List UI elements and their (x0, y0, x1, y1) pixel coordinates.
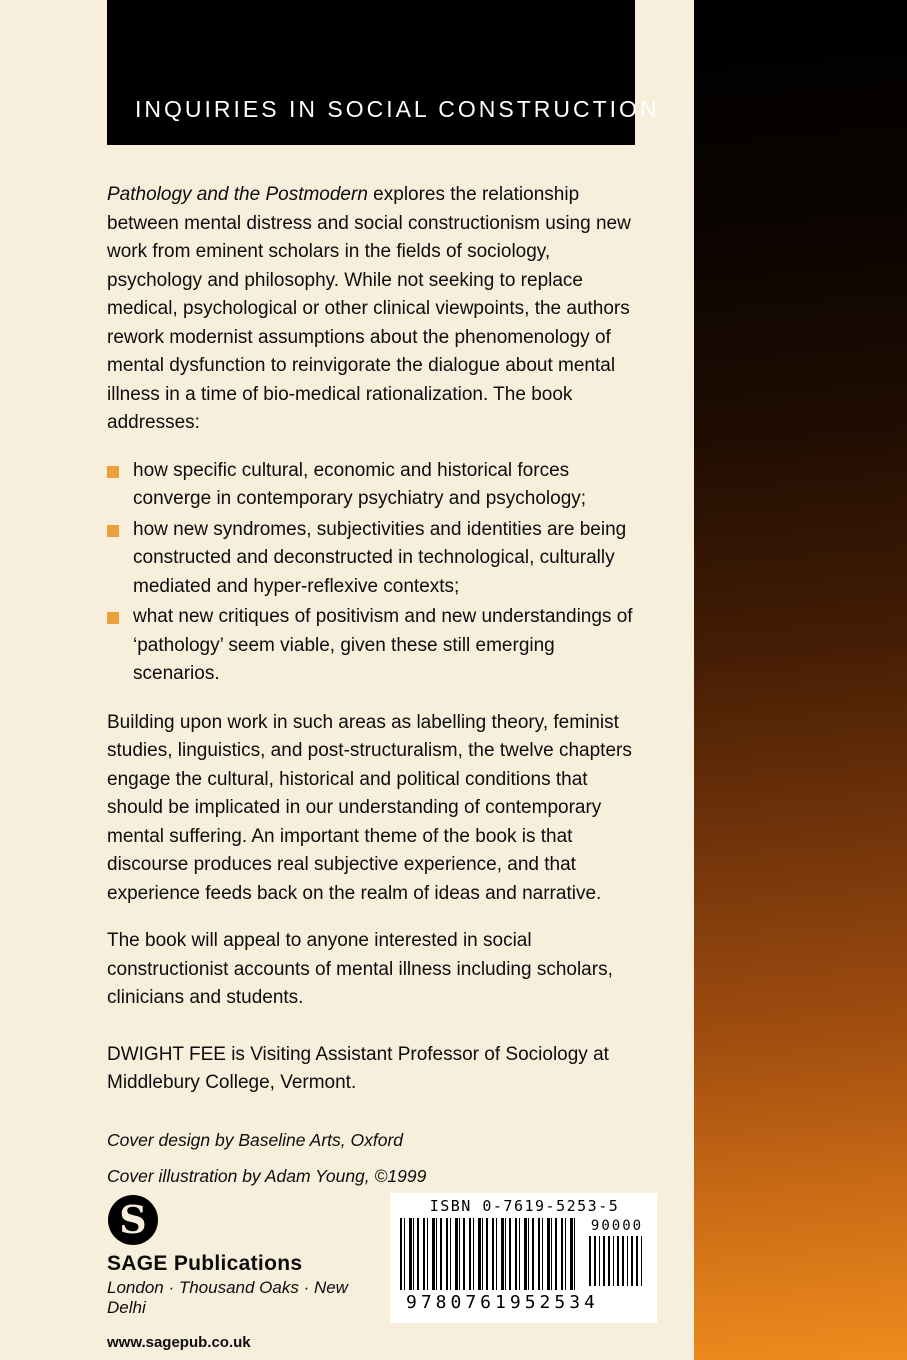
bullet-text: how specific cultural, economic and historical forces converge in contemporary psychiatry and psychology; (133, 459, 587, 509)
barcode-ean-number: 9780761952534 (400, 1290, 649, 1313)
sage-logo-icon (107, 1192, 159, 1248)
square-bullet-icon (107, 612, 119, 624)
barcode-addon (585, 1218, 649, 1286)
author-bio: DWIGHT FEE is Visiting Assistant Professor of Sociology at Middlebury College, Vermont. (107, 1043, 609, 1093)
synopsis-paragraph-1-text: explores the relationship between mental distress and social constructionism using new work from eminent scholars in the fields of sociology, psychology and philosophy. While not seeking to replace medical, psychological or other clinical viewpoints, the authors rework modernist assumptions about the phenomenology of mental dysfunction to reinvigorate the dialogue about mental illness in a time of bio-medical rationalization. The book addresses: (107, 184, 631, 433)
bullet-text: what new critiques of positivism and new understandings of ‘pathology’ seem viable, given these still emerging scenarios. (133, 606, 633, 684)
cover-design-credit: Cover design by Baseline Arts, Oxford (107, 1129, 404, 1150)
synopsis-paragraph-2: Building upon work in such areas as labelling theory, feminist studies, linguistics, and post-structuralism, the twelve chapters engage the cultural, historical and political conditions that should be implicated in our understanding of contemporary mental suffering. An important theme of the book is that discourse produces real subjective experience, and that experience feeds back on the realm of ideas and narrative. (107, 711, 632, 904)
audience-paragraph: The book will appeal to anyone interested in social constructionist accounts of mental illness including scholars, clinicians and students. (107, 930, 613, 1008)
publisher-website: www.sagepub.co.uk (107, 1334, 251, 1351)
series-banner (107, 0, 660, 145)
publisher-name: SAGE Publications (107, 1252, 303, 1275)
svg-text:S: S (119, 1197, 147, 1242)
back-cover-text (107, 181, 639, 1188)
list-item (107, 457, 639, 514)
list-item (107, 603, 639, 689)
synopsis-paragraph-1 (107, 181, 639, 438)
publisher-cities: London · Thousand Oaks · New Delhi (107, 1278, 348, 1317)
bullet-list (107, 457, 639, 689)
isbn-label: ISBN 0-7619-5253-5 (429, 1197, 620, 1215)
bullet-text: how new syndromes, subjectivities and identities are being constructed and deconstructed in technological, culturally mediated and hyper-reflexive contexts; (133, 518, 627, 597)
publisher-block (107, 1192, 377, 1351)
series-title: INQUIRIES IN SOCIAL CONSTRUCTION (135, 96, 660, 122)
square-bullet-icon (107, 525, 119, 537)
book-title-inline: Pathology and the Postmodern (107, 184, 368, 205)
barcode-bars (400, 1218, 577, 1290)
cover-illustration-credit: Cover illustration by Adam Young, ©1999 (107, 1165, 427, 1186)
spine-gradient-strip (694, 0, 907, 1360)
barcode-bars-row (400, 1218, 649, 1290)
barcode-addon-number: 90000 (590, 1218, 644, 1234)
list-item (107, 516, 639, 602)
square-bullet-icon (107, 466, 119, 478)
barcode-addon-bars (589, 1236, 645, 1286)
barcode-block (390, 1193, 657, 1323)
